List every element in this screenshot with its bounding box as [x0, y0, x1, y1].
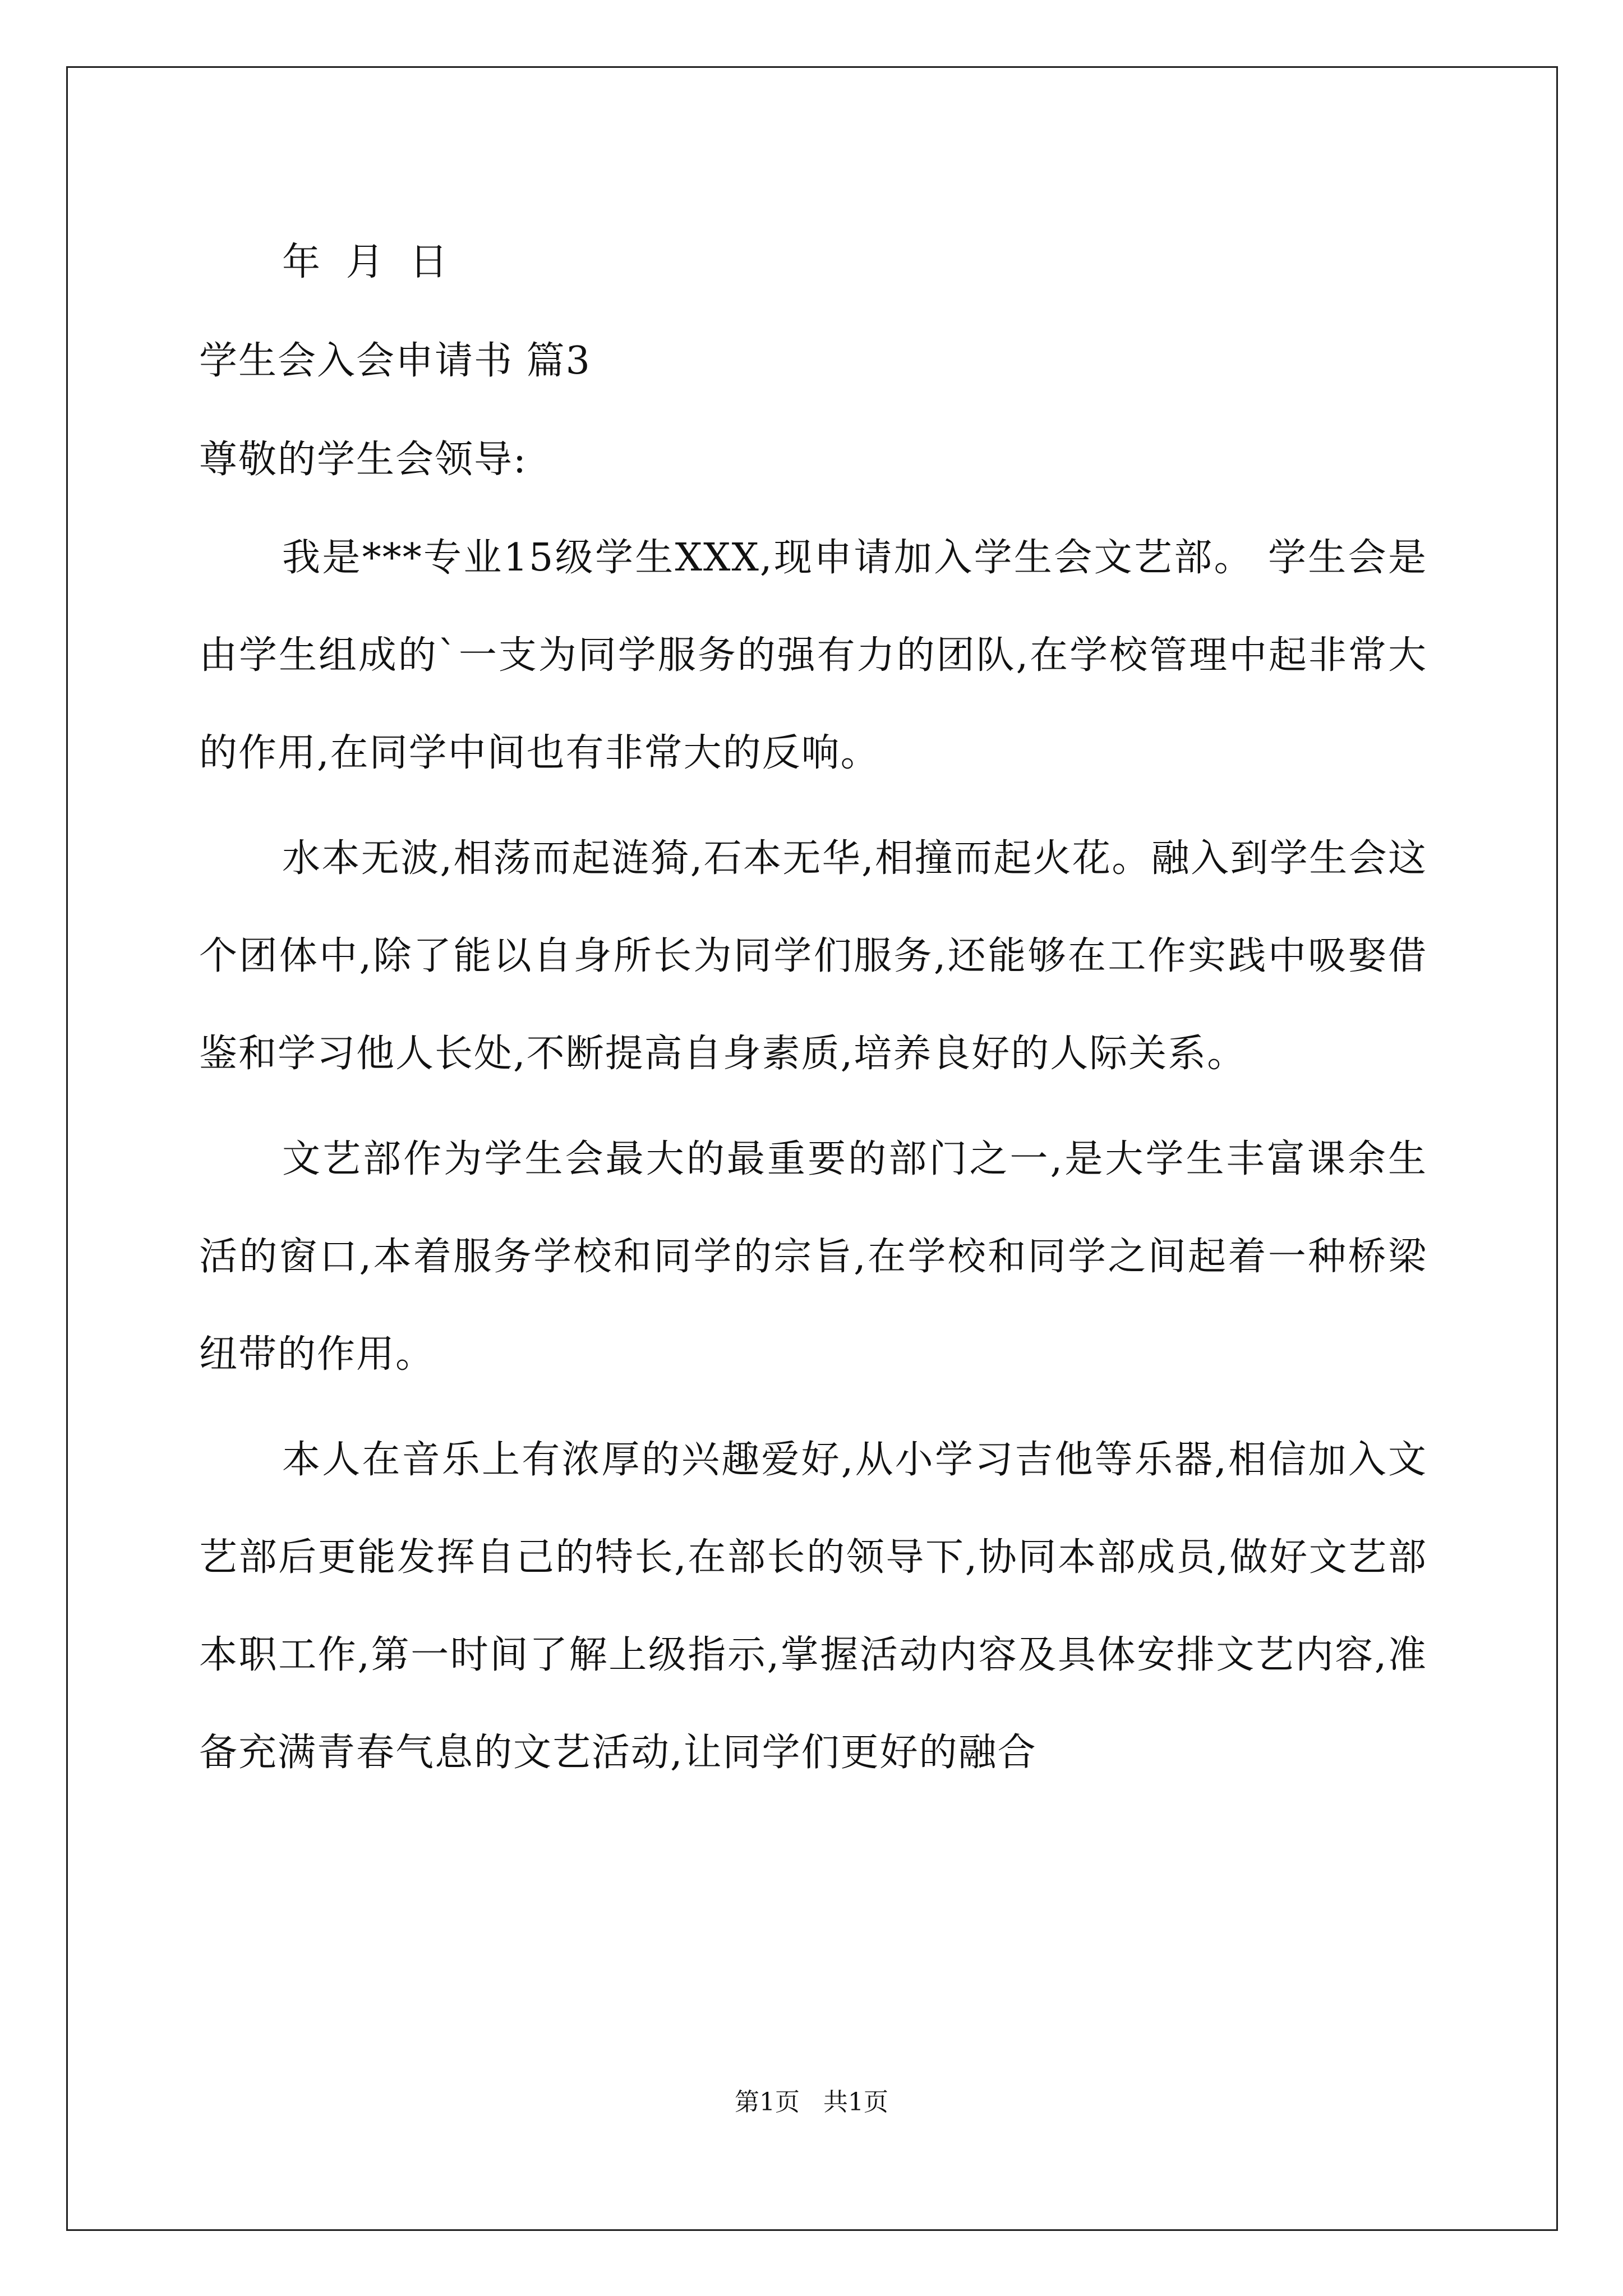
paragraph: 水本无波,相荡而起涟猗,石本无华,相撞而起火花。融入到学生会这个团体中,除了能以自身所长为同学们服务,还能够在工作实践中吸娶借鉴和学习他人长处,不断提高自身素质,培养良好的人际关系。 — [199, 836, 1427, 1076]
paragraph: 本人在音乐上有浓厚的兴趣爱好,从小学习吉他等乐器,相信加入文艺部后更能发挥自己的特长,在部长的领导下,协同本部成员,做好文艺部本职工作,第一时间了解上级指示,掌握活动内容及具体安排文艺内容,准备充满青春气息的文艺活动,让同学们更好的融合 — [199, 1438, 1427, 1775]
page-number: 第1页 共1页 — [735, 2088, 888, 2116]
salutation: 尊敬的学生会领导: — [199, 438, 527, 482]
date-line: 年 月 日 — [282, 240, 449, 284]
paragraph: 我是***专业15级学生XXX,现申请加入学生会文艺部。 学生会是由学生组成的`一支为同学服务的强有力的团队,在学校管理中起非常大的作用,在同学中间也有非常大的反响。 — [199, 536, 1427, 775]
document-body — [199, 213, 1427, 1810]
page-footer — [0, 2086, 1623, 2119]
section-title: 学生会入会申请书 篇3 — [199, 339, 591, 383]
paragraph: 文艺部作为学生会最大的最重要的部门之一,是大学生丰富课余生活的窗口,本着服务学校和同学的宗旨,在学校和同学之间起着一种桥梁纽带的作用。 — [199, 1137, 1427, 1377]
